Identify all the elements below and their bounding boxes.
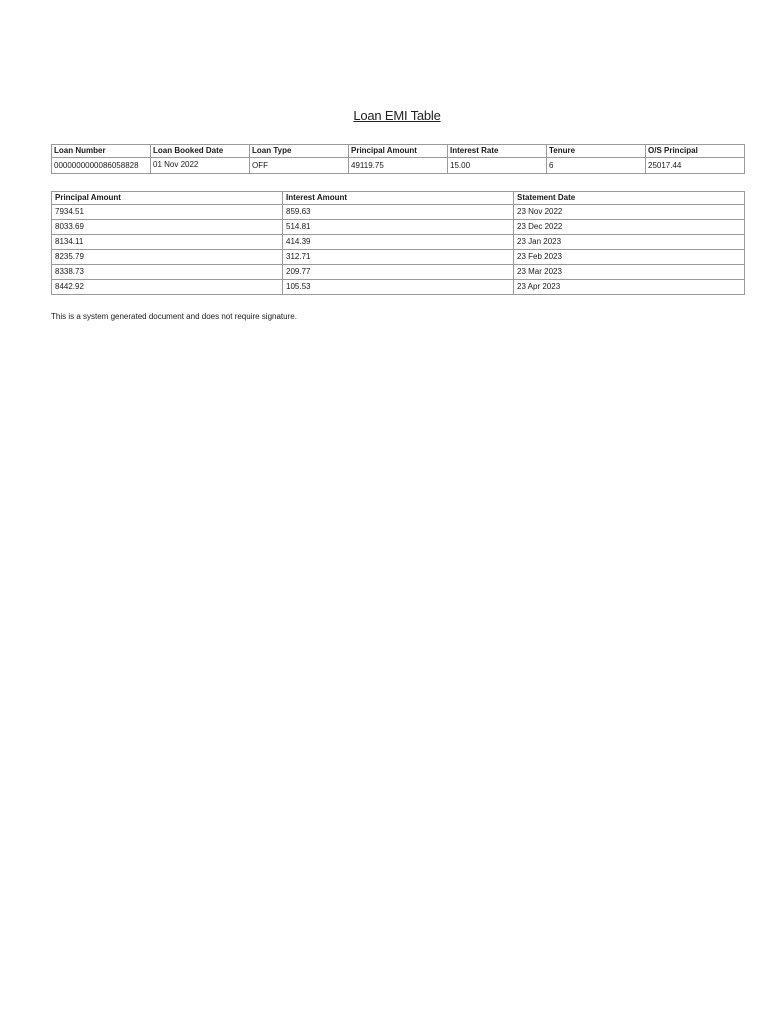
emi-interest-cell: 105.53 [283, 280, 514, 295]
emi-statement-date-cell: 23 Mar 2023 [514, 265, 745, 280]
header-interest-rate: Interest Rate [448, 145, 547, 158]
emi-header-row [52, 192, 745, 205]
footer-note: This is a system generated document and does not require signature. [51, 312, 297, 321]
page-title: Loan EMI Table [353, 108, 441, 123]
header-loan-number: Loan Number [52, 145, 151, 158]
emi-principal-cell: 8134.11 [52, 235, 283, 250]
table-row [52, 220, 745, 235]
loan-summary-header-row [52, 145, 745, 158]
emi-interest-cell: 312.71 [283, 250, 514, 265]
os-principal-value: 25017.44 [646, 158, 745, 174]
emi-principal-cell: 8033.69 [52, 220, 283, 235]
emi-statement-date-cell: 23 Feb 2023 [514, 250, 745, 265]
emi-interest-cell: 414.39 [283, 235, 514, 250]
header-loan-type: Loan Type [250, 145, 349, 158]
emi-statement-date-cell: 23 Nov 2022 [514, 205, 745, 220]
header-tenure: Tenure [547, 145, 646, 158]
header-emi-principal-amount: Principal Amount [52, 192, 283, 205]
table-row [52, 280, 745, 295]
emi-principal-cell: 7934.51 [52, 205, 283, 220]
loan-summary-table [51, 144, 745, 174]
loan-summary-row [52, 158, 745, 174]
emi-principal-cell: 8338.73 [52, 265, 283, 280]
header-emi-interest-amount: Interest Amount [283, 192, 514, 205]
emi-interest-cell: 514.81 [283, 220, 514, 235]
emi-statement-date-cell: 23 Dec 2022 [514, 220, 745, 235]
emi-statement-date-cell: 23 Apr 2023 [514, 280, 745, 295]
emi-principal-cell: 8442.92 [52, 280, 283, 295]
table-row [52, 235, 745, 250]
emi-interest-cell: 859.63 [283, 205, 514, 220]
table-row [52, 250, 745, 265]
header-principal-amount: Principal Amount [349, 145, 448, 158]
emi-principal-cell: 8235.79 [52, 250, 283, 265]
emi-schedule-table [51, 191, 745, 295]
table-row [52, 205, 745, 220]
emi-statement-date-cell: 23 Jan 2023 [514, 235, 745, 250]
loan-booked-date-value: 01 Nov 2022 [151, 158, 250, 174]
loan-type-value: OFF [250, 158, 349, 174]
loan-number-value: 0000000000086058828 [52, 158, 151, 174]
interest-rate-value: 15.00 [448, 158, 547, 174]
header-emi-statement-date: Statement Date [514, 192, 745, 205]
table-row [52, 265, 745, 280]
tenure-value: 6 [547, 158, 646, 174]
principal-amount-value: 49119.75 [349, 158, 448, 174]
header-loan-booked-date: Loan Booked Date [151, 145, 250, 158]
emi-interest-cell: 209.77 [283, 265, 514, 280]
header-os-principal: O/S Principal [646, 145, 745, 158]
